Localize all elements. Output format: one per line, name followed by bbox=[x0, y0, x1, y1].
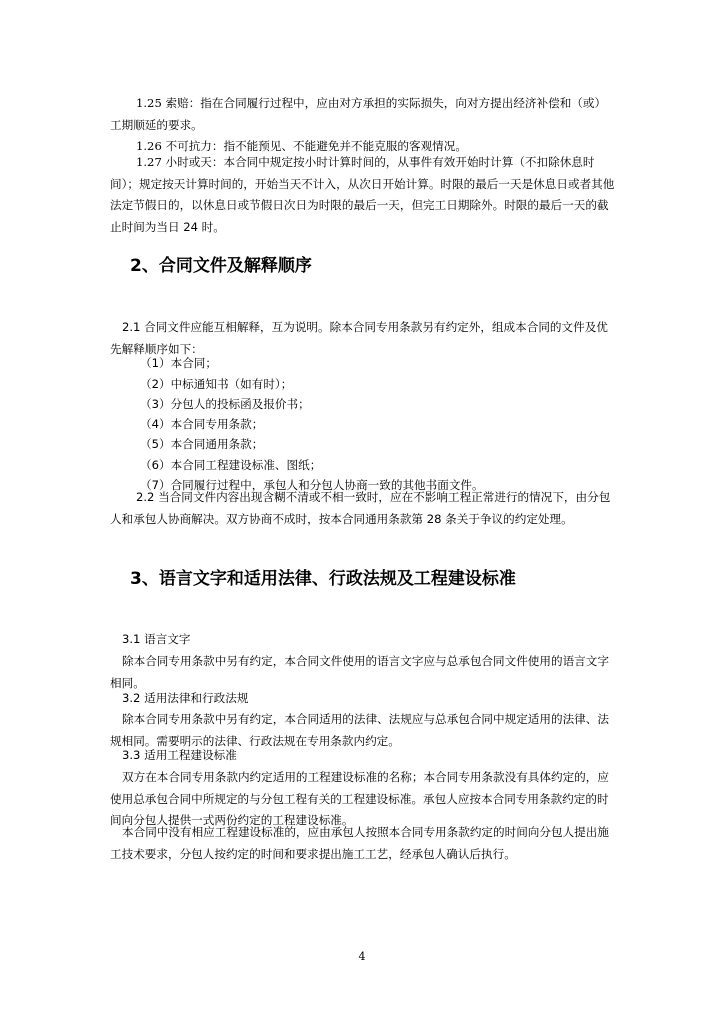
clause-1-27: 1.27 小时或天：本合同中规定按小时计算时间的，从事件有效开始时计算（不扣除休息时间）；规定按天计算时间的，开始当天不计入，从次日开始计算。时限的最后一天是休息日或者其他法定节假日的，以休息日或节假日次日为时限的最后一天，但完工日期除外。时限的最后一天的截止时间为当日 24 时。 bbox=[110, 155, 615, 235]
list-item: （6）本合同工程建设标准、图纸； bbox=[140, 458, 322, 472]
clause-3-2-title: 3.2 适用法律和行政法规 bbox=[122, 691, 249, 705]
list-item: （5）本合同通用条款； bbox=[140, 437, 264, 451]
clause-3-1-title: 3.1 语言文字 bbox=[122, 632, 191, 646]
list-item: （2）中标通知书（如有时）； bbox=[140, 377, 293, 391]
clause-2-2: 2.2 当合同文件内容出现含糊不清或不相一致时，应在不影响工程正常进行的情况下，由分包人和承包人协商解决。双方协商不成时，按本合同通用条款第 28 条关于争议的约定处理。 bbox=[110, 490, 611, 526]
page-number: 4 bbox=[358, 950, 366, 963]
list-item: （7）合同履行过程中，承包人和分包人协商一致的其他书面文件。 bbox=[140, 478, 484, 492]
clause-3-3-text-2: 本合同中没有相应工程建设标准的，应由承包人按照本合同专用条款约定的时间向分包人提出施工技术要求，分包人按约定的时间和要求提出施工工艺，经承包人确认后执行。 bbox=[110, 825, 609, 861]
clause-3-3-title: 3.3 适用工程建设标准 bbox=[122, 748, 237, 762]
section-2-heading: 2、合同文件及解释顺序 bbox=[130, 256, 312, 276]
clause-3-1-text: 除本合同专用条款中另有约定，本合同文件使用的语言文字应与总承包合同文件使用的语言文字相同。 bbox=[110, 654, 609, 690]
clause-2-1: 2.1 合同文件应能互相解释，互为说明。除本合同专用条款另有约定外，组成本合同的文件及优先解释顺序如下： bbox=[110, 320, 608, 356]
clause-1-25: 1.25 索赔：指在合同履行过程中，应由对方承担的实际损失，向对方提出经济补偿和（或）工期顺延的要求。 bbox=[110, 96, 607, 132]
clause-3-3-text-1: 双方在本合同专用条款内约定适用的工程建设标准的名称；本合同专用条款没有具体约定的，应使用总承包合同中所规定的与分包工程有关的工程建设标准。承包人应按本合同专用条款约定的时间向分包人提供一式两份约定的工程建设标准。 bbox=[110, 770, 609, 828]
section-3-heading: 3、语言文字和适用法律、行政法规及工程建设标准 bbox=[130, 569, 516, 589]
list-item: （1）本合同； bbox=[140, 356, 217, 370]
clause-3-2-text: 除本合同专用条款中另有约定，本合同适用的法律、法规应与总承包合同中规定适用的法律、法规相同。需要明示的法律、行政法规在专用条款内约定。 bbox=[110, 712, 609, 748]
list-item: （4）本合同专用条款； bbox=[140, 417, 264, 431]
clause-1-26: 1.26 不可抗力：指不能预见、不能避免并不能克服的客观情况。 bbox=[136, 139, 467, 153]
list-item: （3）分包人的投标函及报价书； bbox=[140, 397, 310, 411]
